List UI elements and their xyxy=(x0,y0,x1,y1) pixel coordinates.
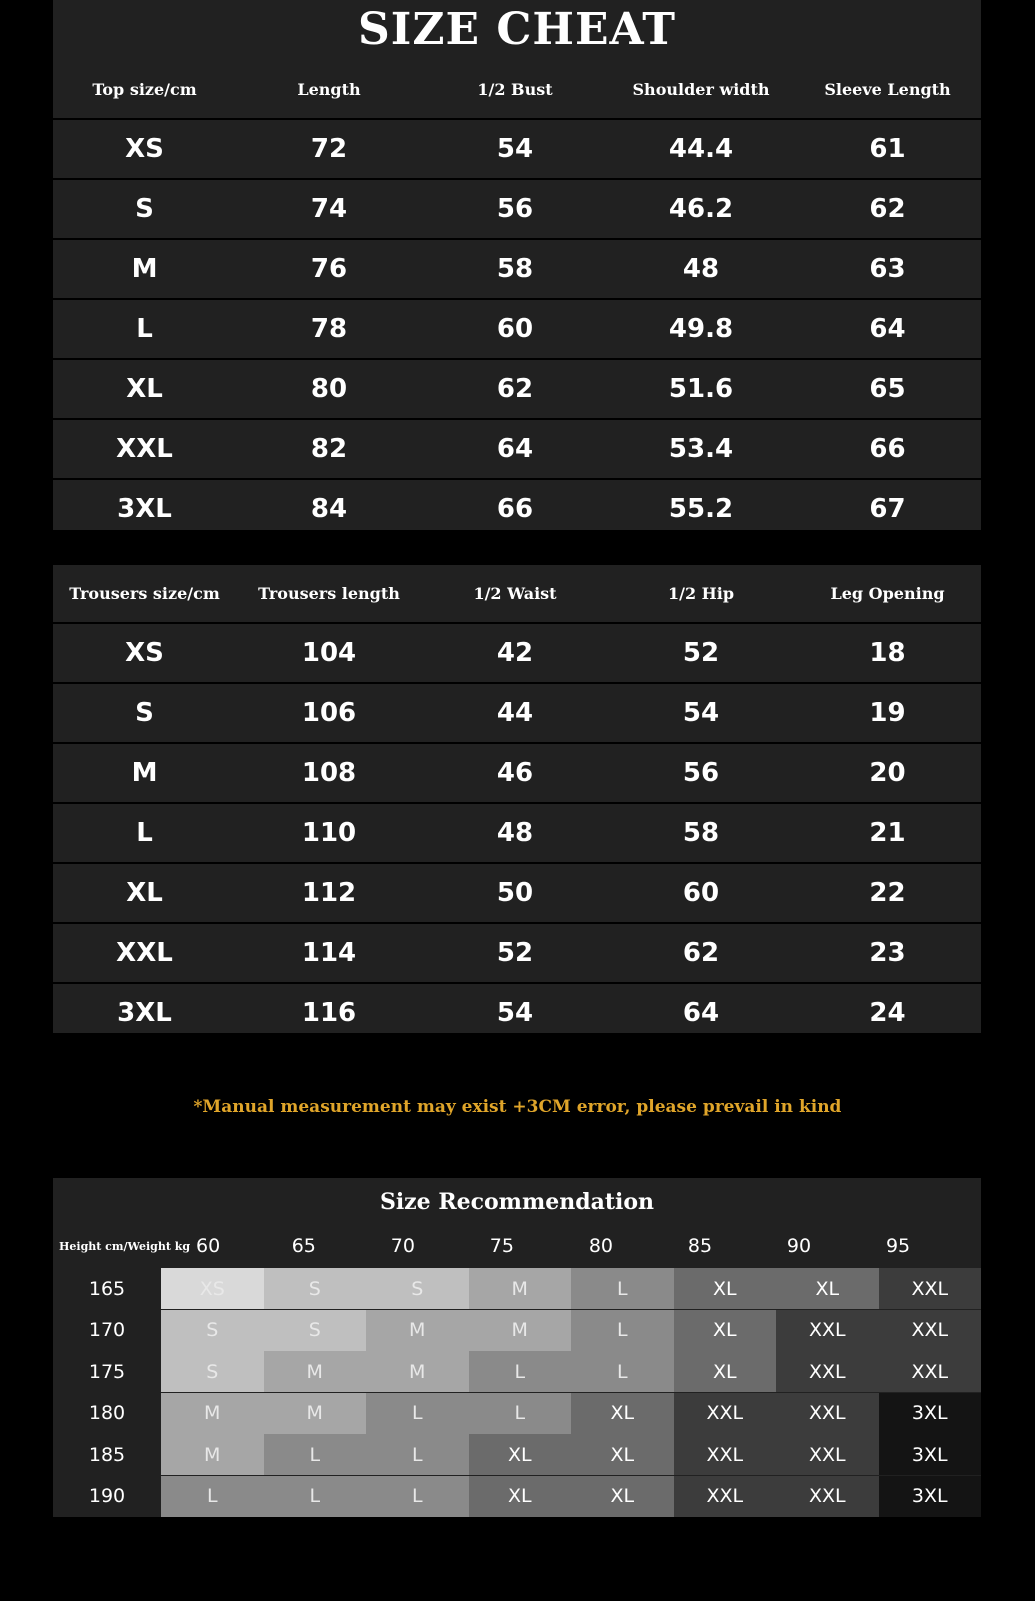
value-cell: 56 xyxy=(682,758,720,788)
header-cell: Trousers size/cm xyxy=(69,584,220,603)
value-cell: 58 xyxy=(682,818,720,848)
table-row xyxy=(53,924,981,984)
size-recommendation-cell: XL xyxy=(776,1268,879,1309)
measurement-note: *Manual measurement may exist +3CM error, please prevail in kind xyxy=(193,1097,842,1117)
value-cell: 22 xyxy=(869,878,906,908)
header-cell: 1/2 Bust xyxy=(477,80,553,99)
value-cell: 104 xyxy=(301,638,357,668)
height-cell: 165 xyxy=(53,1268,161,1309)
top-size-table xyxy=(53,61,981,530)
size-recommendation-cell: XXL xyxy=(674,1393,777,1434)
size-cell: XS xyxy=(125,638,164,668)
size-recommendation-cell: L xyxy=(366,1393,469,1434)
size-recommendation-cell: 3XL xyxy=(879,1393,982,1434)
table-row xyxy=(53,864,981,924)
value-cell: 42 xyxy=(496,638,534,668)
value-cell: 66 xyxy=(496,494,534,524)
weight-header-cell: 80 xyxy=(588,1235,614,1257)
value-cell: 18 xyxy=(869,638,906,668)
size-recommendation-cell: XL xyxy=(469,1476,572,1517)
size-recommendation-cell: XXL xyxy=(879,1268,982,1309)
size-recommendation-cell: XXL xyxy=(674,1476,777,1517)
value-cell: 61 xyxy=(869,134,906,164)
value-cell: 52 xyxy=(496,938,534,968)
value-cell: 19 xyxy=(869,698,906,728)
size-recommendation-cell: L xyxy=(571,1268,674,1309)
recommendation-row xyxy=(53,1434,981,1475)
value-cell: 20 xyxy=(869,758,906,788)
size-recommendation-cell: XL xyxy=(674,1310,777,1351)
recommendation-row xyxy=(53,1268,981,1309)
size-recommendation-cell: XL xyxy=(571,1434,674,1475)
page-title: SIZE CHEAT xyxy=(358,4,676,55)
size-recommendation-cell: M xyxy=(161,1434,264,1475)
header-cell: Trousers length xyxy=(258,584,400,603)
recommendation-row xyxy=(53,1393,981,1434)
size-cell: XXL xyxy=(116,938,173,968)
size-recommendation-cell: L xyxy=(571,1310,674,1351)
size-recommendation-cell: XL xyxy=(674,1268,777,1309)
size-recommendation-cell: L xyxy=(366,1434,469,1475)
recommendation-title: Size Recommendation xyxy=(379,1189,655,1215)
weight-header-cell: 60 xyxy=(196,1235,221,1257)
value-cell: 106 xyxy=(301,698,357,728)
table-row xyxy=(53,360,981,420)
value-cell: 65 xyxy=(869,374,906,404)
value-cell: 24 xyxy=(869,998,906,1028)
size-cheat-title-band xyxy=(53,0,981,61)
value-cell: 58 xyxy=(496,254,534,284)
table-row xyxy=(53,480,981,540)
value-cell: 49.8 xyxy=(668,314,734,344)
size-recommendation-cell: M xyxy=(161,1393,264,1434)
value-cell: 84 xyxy=(310,494,348,524)
value-cell: 21 xyxy=(869,818,906,848)
weight-header-cell: 85 xyxy=(687,1235,713,1257)
size-recommendation-table xyxy=(53,1178,981,1516)
value-cell: 108 xyxy=(301,758,357,788)
size-recommendation-cell: M xyxy=(469,1268,572,1309)
value-cell: 66 xyxy=(869,434,906,464)
value-cell: 51.6 xyxy=(668,374,734,404)
header-cell: Length xyxy=(297,80,361,99)
value-cell: 114 xyxy=(301,938,357,968)
size-recommendation-cell: XL xyxy=(469,1434,572,1475)
value-cell: 44 xyxy=(496,698,534,728)
size-recommendation-cell: M xyxy=(264,1393,367,1434)
table-row xyxy=(53,744,981,804)
value-cell: 23 xyxy=(869,938,906,968)
weight-header-cell: 75 xyxy=(489,1235,514,1257)
value-cell: 116 xyxy=(301,998,357,1028)
value-cell: 64 xyxy=(496,434,534,464)
height-cell: 190 xyxy=(53,1476,161,1517)
value-cell: 53.4 xyxy=(668,434,734,464)
size-recommendation-cell: XS xyxy=(161,1268,264,1309)
value-cell: 50 xyxy=(496,878,534,908)
size-cell: XS xyxy=(125,134,164,164)
size-recommendation-cell: L xyxy=(469,1393,572,1434)
value-cell: 64 xyxy=(869,314,906,344)
top-table-header xyxy=(53,61,981,120)
value-cell: 74 xyxy=(310,194,348,224)
weight-header-cell: 90 xyxy=(786,1235,812,1257)
value-cell: 54 xyxy=(496,998,534,1028)
size-recommendation-cell: M xyxy=(264,1351,367,1392)
header-cell: 1/2 Hip xyxy=(667,584,735,603)
value-cell: 72 xyxy=(310,134,348,164)
size-cell: 3XL xyxy=(117,494,172,524)
table-row xyxy=(53,984,981,1044)
size-recommendation-cell: M xyxy=(366,1310,469,1351)
value-cell: 76 xyxy=(310,254,348,284)
size-cell: S xyxy=(135,698,154,728)
size-recommendation-cell: XL xyxy=(674,1351,777,1392)
size-cell: XL xyxy=(126,878,163,908)
recommendation-row xyxy=(53,1351,981,1392)
header-cell: Top size/cm xyxy=(92,80,197,99)
size-recommendation-cell: XL xyxy=(571,1476,674,1517)
table-row xyxy=(53,624,981,684)
size-recommendation-cell: 3XL xyxy=(879,1476,982,1517)
size-recommendation-cell: L xyxy=(264,1434,367,1475)
size-recommendation-cell: XL xyxy=(571,1393,674,1434)
size-recommendation-cell: M xyxy=(469,1310,572,1351)
header-cell: 1/2 Waist xyxy=(473,584,557,603)
value-cell: 60 xyxy=(682,878,720,908)
size-recommendation-cell: S xyxy=(366,1268,469,1309)
recommendation-row xyxy=(53,1310,981,1351)
size-recommendation-cell: XXL xyxy=(776,1310,879,1351)
value-cell: 80 xyxy=(310,374,348,404)
height-cell: 175 xyxy=(53,1351,161,1392)
size-recommendation-cell: 3XL xyxy=(879,1434,982,1475)
size-recommendation-cell: L xyxy=(366,1476,469,1517)
table-row xyxy=(53,300,981,360)
size-cell: S xyxy=(135,194,154,224)
weight-header-row xyxy=(53,1224,981,1268)
value-cell: 78 xyxy=(310,314,348,344)
value-cell: 62 xyxy=(869,194,906,224)
size-recommendation-cell: L xyxy=(161,1476,264,1517)
recommendation-row xyxy=(53,1476,981,1517)
value-cell: 112 xyxy=(301,878,357,908)
size-recommendation-cell: XXL xyxy=(879,1310,982,1351)
size-cell: XXL xyxy=(116,434,173,464)
size-cell: L xyxy=(136,314,153,344)
corner-label: Height cm/Weight kg xyxy=(59,1239,191,1253)
size-cell: M xyxy=(131,758,158,788)
value-cell: 67 xyxy=(869,494,906,524)
size-recommendation-cell: S xyxy=(264,1310,367,1351)
size-recommendation-cell: L xyxy=(469,1351,572,1392)
weight-header-cell: 95 xyxy=(885,1235,911,1257)
table-row xyxy=(53,120,981,180)
table-row xyxy=(53,180,981,240)
value-cell: 46.2 xyxy=(668,194,734,224)
table-row xyxy=(53,804,981,864)
trousers-size-table xyxy=(53,565,981,1033)
size-recommendation-cell: M xyxy=(366,1351,469,1392)
value-cell: 62 xyxy=(682,938,720,968)
value-cell: 52 xyxy=(682,638,720,668)
weight-header-cell: 70 xyxy=(390,1235,415,1257)
size-recommendation-cell: XXL xyxy=(776,1434,879,1475)
size-recommendation-cell: XXL xyxy=(879,1351,982,1392)
value-cell: 54 xyxy=(496,134,534,164)
weight-header-cell: 65 xyxy=(291,1235,316,1257)
header-cell: Leg Opening xyxy=(830,584,945,603)
value-cell: 63 xyxy=(869,254,906,284)
value-cell: 64 xyxy=(682,998,720,1028)
value-cell: 46 xyxy=(496,758,534,788)
value-cell: 48 xyxy=(496,818,534,848)
height-cell: 170 xyxy=(53,1310,161,1351)
size-recommendation-cell: S xyxy=(264,1268,367,1309)
size-recommendation-cell: S xyxy=(161,1351,264,1392)
size-cell: L xyxy=(136,818,153,848)
size-recommendation-cell: S xyxy=(161,1310,264,1351)
size-cell: XL xyxy=(126,374,163,404)
value-cell: 44.4 xyxy=(668,134,734,164)
size-recommendation-cell: XXL xyxy=(674,1434,777,1475)
size-cell: 3XL xyxy=(117,998,172,1028)
table-row xyxy=(53,420,981,480)
size-recommendation-cell: L xyxy=(571,1351,674,1392)
height-cell: 180 xyxy=(53,1393,161,1434)
header-cell: Sleeve Length xyxy=(824,80,951,99)
value-cell: 55.2 xyxy=(668,494,734,524)
table-row xyxy=(53,684,981,744)
height-cell: 185 xyxy=(53,1434,161,1475)
size-recommendation-cell: XXL xyxy=(776,1351,879,1392)
table-row xyxy=(53,240,981,300)
size-recommendation-cell: XXL xyxy=(776,1476,879,1517)
value-cell: 110 xyxy=(301,818,357,848)
value-cell: 48 xyxy=(682,254,720,284)
size-recommendation-cell: XXL xyxy=(776,1393,879,1434)
trousers-table-header xyxy=(53,565,981,624)
size-recommendation-cell: L xyxy=(264,1476,367,1517)
value-cell: 56 xyxy=(496,194,534,224)
value-cell: 62 xyxy=(496,374,534,404)
size-cell: M xyxy=(131,254,158,284)
value-cell: 60 xyxy=(496,314,534,344)
header-cell: Shoulder width xyxy=(632,80,770,99)
value-cell: 54 xyxy=(682,698,720,728)
value-cell: 82 xyxy=(310,434,348,464)
